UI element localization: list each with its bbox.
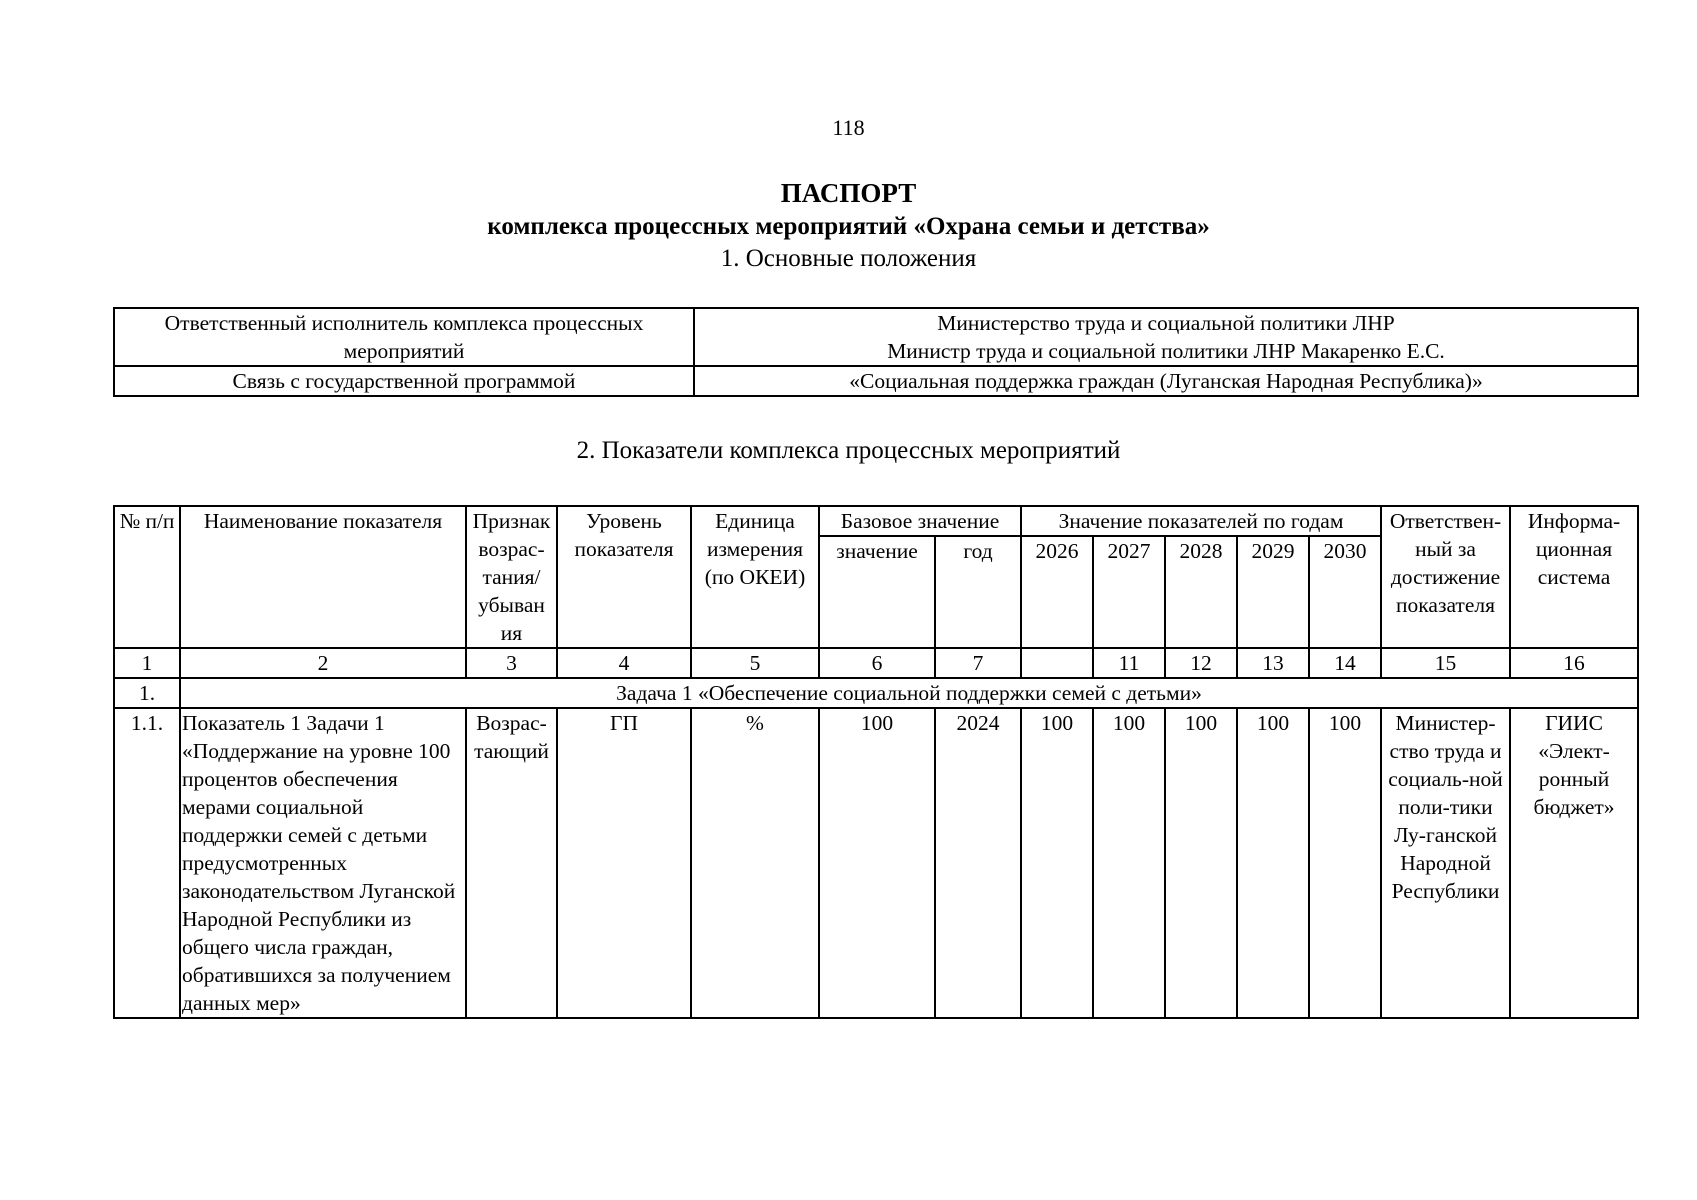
indicator-base-value: 100	[819, 708, 935, 1018]
column-number: 6	[819, 648, 935, 678]
column-number: 15	[1381, 648, 1510, 678]
task-row	[114, 678, 1638, 708]
indicator-responsible: Министер-ство труда и социаль-ной поли-тики Лу-ганской Народной Республики	[1381, 708, 1510, 1018]
header-years-group: Значение показателей по годам	[1021, 506, 1381, 536]
ministry-name: Министерство труда и социальной политики ЛНР	[937, 311, 1395, 335]
column-number: 3	[466, 648, 557, 678]
indicator-level: ГП	[557, 708, 691, 1018]
indicator-base-year: 2024	[935, 708, 1021, 1018]
indicator-value-2026: 100	[1021, 708, 1093, 1018]
column-number: 14	[1309, 648, 1381, 678]
header-year-2027: 2027	[1093, 536, 1165, 648]
task-text: Задача 1 «Обеспечение социальной поддержки семей с детьми»	[180, 678, 1638, 708]
header-responsible: Ответствен-ный за достижение показателя	[1381, 506, 1510, 648]
section1-title: 1. Основные положения	[720, 245, 977, 272]
column-number: 7	[935, 648, 1021, 678]
program-link-label: Связь с государственной программой	[114, 366, 694, 396]
column-numbers-row	[114, 648, 1638, 678]
column-number: 12	[1165, 648, 1237, 678]
title-block	[0, 177, 1697, 275]
column-number: 2	[180, 648, 466, 678]
minister-name: Министр труда и социальной политики ЛНР Макаренко Е.С.	[887, 339, 1445, 363]
header-base: Базовое значение	[819, 506, 1021, 536]
page-number: 118	[832, 115, 865, 140]
column-number: 1	[114, 648, 180, 678]
indicator-value-2030: 100	[1309, 708, 1381, 1018]
header-info-system: Информа-ционная система	[1510, 506, 1638, 648]
column-number: 11	[1093, 648, 1165, 678]
header-year-2030: 2030	[1309, 536, 1381, 648]
indicators-table	[113, 505, 1639, 1019]
indicator-value-2027: 100	[1093, 708, 1165, 1018]
document-title: ПАСПОРТ	[780, 178, 917, 208]
header-year-2028: 2028	[1165, 536, 1237, 648]
task-num: 1.	[114, 678, 180, 708]
table-row	[114, 308, 1638, 366]
header-level: Уровень показателя	[557, 506, 691, 648]
section2-title: 2. Показатели комплекса процессных мероприятий	[576, 437, 1121, 464]
indicator-row	[114, 708, 1638, 1018]
indicator-sign: Возрас-тающий	[466, 708, 557, 1018]
responsible-executor-label: Ответственный исполнитель комплекса процессных мероприятий	[114, 308, 694, 366]
program-link-value: «Социальная поддержка граждан (Луганская Народная Республика)»	[694, 366, 1638, 396]
column-number: 4	[557, 648, 691, 678]
table-row	[114, 366, 1638, 396]
indicator-num: 1.1.	[114, 708, 180, 1018]
column-number: 13	[1237, 648, 1309, 678]
header-name: Наименование показателя	[180, 506, 466, 648]
header-unit: Единица измерения (по ОКЕИ)	[691, 506, 819, 648]
header-year-2029: 2029	[1237, 536, 1309, 648]
indicator-name: Показатель 1 Задачи 1 «Поддержание на уровне 100 процентов обеспечения мерами социальной поддержки семей с детьми предусмотренных законодательством Луганской Народной Республики из общего числа граждан, обратившихся за получением данных мер»	[180, 708, 466, 1018]
indicator-value-2029: 100	[1237, 708, 1309, 1018]
header-row	[114, 506, 1638, 536]
indicator-info-system: ГИИС «Элект-ронный бюджет»	[1510, 708, 1638, 1018]
header-year-2026: 2026	[1021, 536, 1093, 648]
document-subtitle: комплекса процессных мероприятий «Охрана семьи и детства»	[487, 213, 1210, 240]
column-number: 16	[1510, 648, 1638, 678]
column-number: 5	[691, 648, 819, 678]
header-num: № п/п	[114, 506, 180, 648]
main-provisions-table	[113, 307, 1639, 397]
column-number	[1021, 648, 1093, 678]
responsible-executor-value	[694, 308, 1638, 366]
indicator-unit: %	[691, 708, 819, 1018]
header-base-year: год	[935, 536, 1021, 648]
header-base-value: значение	[819, 536, 935, 648]
header-sign: Признак возрас-тания/ убыван ия	[466, 506, 557, 648]
indicator-value-2028: 100	[1165, 708, 1237, 1018]
